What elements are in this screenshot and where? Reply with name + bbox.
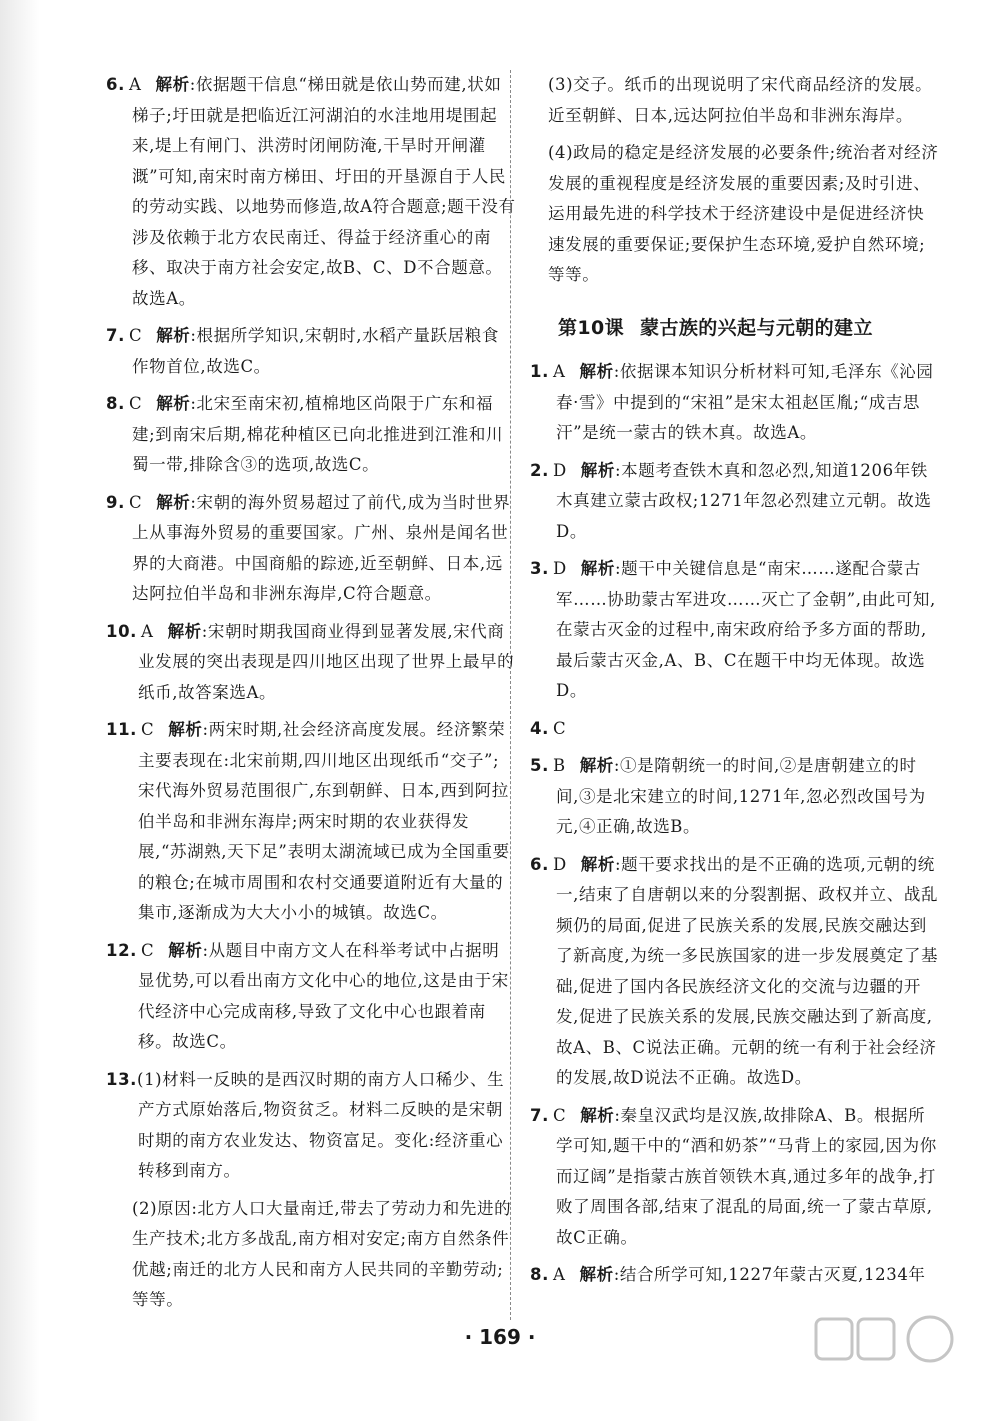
analysis-label: 解析 — [580, 1105, 615, 1125]
answer-item — [530, 357, 940, 449]
answer-item — [530, 456, 940, 548]
answer-text: :依据课本知识分析材料可知,毛泽东《沁园春·雪》中提到的“宋祖”是宋太祖赵匡胤;“成吉思汗”是统一蒙古的铁木真。故选A。 — [556, 362, 934, 442]
answer-choice: C — [552, 1105, 567, 1125]
analysis-label: 解析 — [579, 1265, 614, 1284]
watermark-logo — [812, 1313, 982, 1403]
left-column — [106, 70, 516, 1323]
answer-item — [106, 1194, 516, 1316]
answer-choice: D — [552, 559, 567, 578]
answer-number: 8. — [106, 394, 125, 413]
answer-text: (2)原因:北方人口大量南迁,带去了劳动力和先进的生产技术;北方多战乱,南方相对安定;南方自然条件优越;南迁的北方人民和南方人民共同的辛勤劳动;等等。 — [132, 1198, 512, 1309]
answer-text: :本题考查铁木真和忽必烈,知道1206年铁木真建立蒙古政权;1271年忽必烈建立元朝。故选D。 — [556, 460, 932, 541]
answer-choice: A — [552, 1265, 566, 1284]
lesson-heading — [558, 313, 940, 344]
answer-item — [106, 1065, 516, 1187]
answer-choice: C — [552, 718, 567, 738]
answer-number: 7. — [530, 1105, 549, 1125]
analysis-label: 解析 — [167, 621, 202, 641]
answer-text: :题干中关键信息是“南宋……遂配合蒙古军……协助蒙古军进攻……灭亡了金朝”,由此可知,在蒙古灭金的过程中,南宋政府给予多方面的帮助,最后蒙古灭金,A、B、C在题干中均无体现。故选D。 — [556, 559, 936, 700]
answer-number: 3. — [530, 559, 549, 578]
answer-choice: A — [552, 362, 566, 381]
answer-number: 12. — [106, 940, 138, 960]
answer-text: :秦皇汉武均是汉族,故排除A、B。根据所学可知,题干中的“酒和奶茶”“马背上的家园,因为你而辽阔”是指蒙古族首领铁木真,通过多年的战争,打败了周围各部,结束了混乱的局面,统一了蒙古草原,故C正确。 — [556, 1105, 937, 1247]
answer-item — [106, 488, 516, 610]
answer-choice: D — [552, 460, 567, 480]
analysis-label: 解析 — [580, 460, 615, 480]
answer-text: :两宋时期,社会经济高度发展。经济繁荣主要表现在:北宋前期,四川地区出现纸币“交子”;宋代海外贸易范围很广,东到朝鲜、日本,西到阿拉伯半岛和非洲东海岸;两宋时期的农业获得发展,“苏湖熟,天下足”表明太湖流域已成为全国重要的粮仓;在城市周围和农村交通要道附近有大量的集市,逐渐成为大大小小的城镇。故选C。 — [138, 720, 510, 922]
answer-number: 1. — [530, 362, 549, 381]
analysis-label: 解析 — [580, 854, 615, 874]
answer-item — [106, 617, 516, 709]
answer-number: 6. — [530, 854, 549, 874]
answer-text: :①是隋朝统一的时间,②是唐朝建立的时间,③是北宋建立的时间,1271年,忽必烈改国号为元,④正确,故选B。 — [556, 756, 926, 836]
answer-item — [530, 1101, 940, 1254]
analysis-label: 解析 — [156, 394, 191, 413]
answer-text: :宋朝的海外贸易超过了前代,成为当时世界上从事海外贸易的重要国家。广州、泉州是闻名世界的大商港。中国商船的踪迹,近至朝鲜、日本,远达阿拉伯半岛和非洲东海岸,C符合题意。 — [132, 492, 511, 603]
answer-number: 4. — [530, 718, 549, 738]
answer-text: :宋朝时期我国商业得到显著发展,宋代商业发展的突出表现是四川地区出现了世界上最早的纸币,故答案选A。 — [138, 621, 515, 702]
column-divider — [510, 70, 511, 1320]
scan-shadow — [0, 0, 40, 1421]
analysis-label: 解析 — [579, 756, 614, 775]
lesson-title: 蒙古族的兴起与元朝的建立 — [640, 316, 873, 339]
answer-choice: A — [141, 621, 154, 641]
page-number: · 169 · — [464, 1325, 536, 1349]
answer-text: :题干要求找出的是不正确的选项,元朝的统一,结束了自唐朝以来的分裂割据、政权并立、战乱频仍的局面,促进了民族关系的发展,民族交融达到了新高度,为统一多民族国家的进一步发展奠定了基础,促进了国内各民族经济文化的交流与边疆的开发,促进了民族关系的发展,民族交融达到了新高度,故A、B、C说法正确。元朝的统一有利于社会经济的发展,故D说法不正确。故选D。 — [556, 854, 939, 1087]
answer-text: :根据所学知识,宋朝时,水稻产量跃居粮食作物首位,故选C。 — [132, 326, 499, 376]
answer-text: :北宋至南宋初,植棉地区尚限于广东和福建;到南宋后期,棉花种植区已向北推进到江淮和川蜀一带,排除含③的选项,故选C。 — [132, 394, 504, 474]
answer-text: :依据题干信息“梯田就是依山势而建,状如梯子;圩田就是把临近江河湖泊的水洼地用堤围起来,堤上有闸门、洪涝时闭闸防淹,干旱时开闸灌溉”可知,南宋时南方梯田、圩田的开垦源自于人民的劳动实践、以地势而修造,故A符合题意;题干没有涉及依赖于北方农民南迁、得益于经济重心的南移、取决于南方社会安定,故B、C、D不合题意。故选A。 — [132, 75, 516, 308]
answer-choice: C — [128, 492, 143, 512]
answer-item — [106, 70, 516, 314]
answer-number: 6. — [106, 75, 125, 94]
answer-choice: C — [141, 720, 155, 739]
answer-part-4: (4)政局的稳定是经济发展的必要条件;统治者对经济发展的重视程度是经济发展的重要因素;及时引进、运用最先进的科学技术于经济建设中是促进经济快速发展的重要保证;要保护生态环境,爱护自然环境;等等。 — [548, 143, 939, 284]
answer-number: 7. — [106, 326, 125, 345]
analysis-label: 解析 — [156, 492, 191, 512]
analysis-label: 解析 — [579, 362, 614, 381]
answer-choice: C — [128, 394, 143, 413]
analysis-label: 解析 — [580, 559, 615, 578]
answer-item — [530, 714, 940, 745]
answer-number: 13. — [106, 1069, 138, 1089]
answer-item — [530, 751, 940, 843]
answer-item — [530, 850, 940, 1094]
answer-choice: C — [141, 940, 155, 960]
answer-item — [530, 1260, 940, 1291]
answer-item — [106, 715, 516, 929]
answer-number: 2. — [530, 460, 549, 480]
answer-number: 10. — [106, 621, 138, 641]
answer-text: (1)材料一反映的是西汉时期的南方人口稀少、生产方式原始落后,物资贫乏。材料二反映的是宋朝时期的南方农业发达、物资富足。变化:经济重心转移到南方。 — [137, 1069, 505, 1180]
answer-choice: D — [552, 854, 567, 874]
answer-text: :从题目中南方文人在科举考试中占据明显优势,可以看出南方文化中心的地位,这是由于宋代经济中心完成南移,导致了文化中心也跟着南移。故选C。 — [138, 940, 509, 1051]
answer-item — [106, 389, 516, 481]
answer-item — [106, 936, 516, 1058]
answer-choice: B — [552, 756, 566, 775]
answer-part-3: (3)交子。纸币的出现说明了宋代商品经济的发展。近至朝鲜、日本,远达阿拉伯半岛和非洲东海岸。 — [548, 75, 933, 125]
answer-choice: C — [128, 326, 143, 345]
analysis-label: 解析 — [168, 720, 203, 739]
answer-number: 9. — [106, 492, 125, 512]
answer-number: 8. — [530, 1265, 549, 1284]
right-column — [530, 70, 940, 1298]
answer-number: 5. — [530, 756, 549, 775]
analysis-label: 解析 — [168, 940, 203, 960]
analysis-label: 解析 — [155, 75, 190, 94]
answer-choice: A — [128, 75, 142, 94]
answer-text: :结合所学可知,1227年蒙古灭夏,1234年 — [613, 1265, 926, 1284]
analysis-label: 解析 — [156, 326, 191, 345]
answer-number: 11. — [106, 720, 138, 739]
answer-item — [530, 554, 940, 707]
lesson-number: 第10课 — [558, 316, 625, 339]
answer-item — [106, 321, 516, 382]
